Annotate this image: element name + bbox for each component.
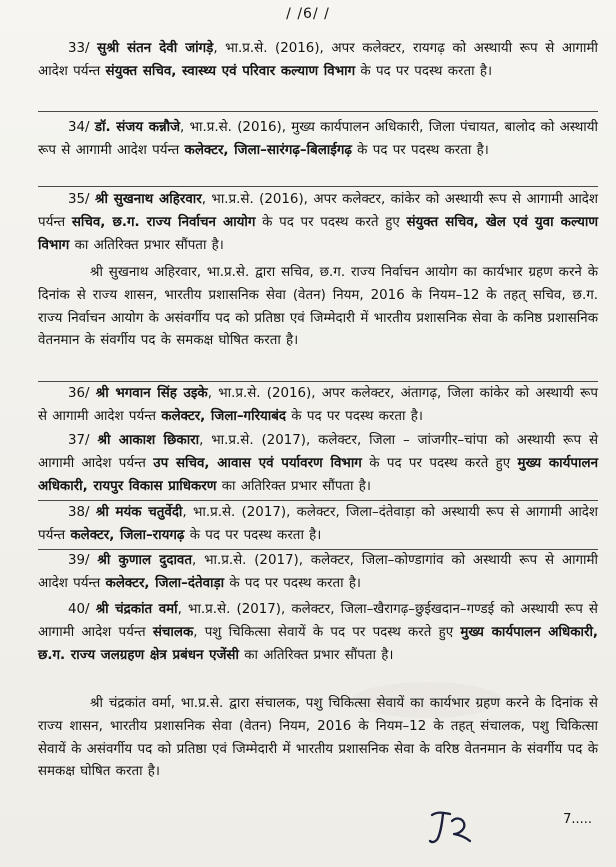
entry-text: , पशु चिकित्सा सेवायें के पद पर पदस्थ करते हुए (193, 624, 461, 640)
entry-36 (38, 383, 598, 429)
additional-charge: मुख्य कार्यपालन अधिकारी, छ.ग. राज्य जलग्रहण क्षेत्र प्रबंधन एजेंसी (38, 624, 599, 663)
posting-title: कलेक्टर, जिला–रायगढ़ (70, 527, 185, 543)
posting-title: सचिव, छ.ग. राज्य निर्वाचन आयोग (71, 214, 256, 230)
posting-title: कलेक्टर, जिला–सारंगढ़–बिलाईगढ़ (184, 142, 352, 158)
posting-title: संयुक्त सचिव, स्वास्थ्य एवं परिवार कल्याण विभाग (105, 63, 356, 79)
divider (38, 381, 598, 382)
entry-number: 40/ (68, 602, 90, 617)
officer-name: श्री चंद्रकांत वर्मा (95, 602, 178, 617)
entry-text: के पद पर पदस्थ करता है। (184, 527, 322, 543)
posting-title: कलेक्टर, जिला–दंतेवाड़ा (105, 575, 225, 591)
entry-35 (38, 189, 598, 257)
note-chandrakant: श्री चंद्रकांत वर्मा, भा.प्र.से. द्वारा संचालक, पशु चिकित्सा सेवायें का कार्यभार ग्रहण करने के दिनांक से राज्य शासन, भारतीय प्रशासनिक सेवा (वेतन) नियम, 2016 के नियम–12 के तहत् संचालक, पशु चिकित्सा सेवायें के असंवर्गीय पद को प्रतिष्ठा एवं जिम्मेदारी में भारतीय प्रशासनिक सेवा के वरिष्ठ वेतनमान के संवर्गीय पद के समकक्ष घोषित करता है। (38, 696, 598, 780)
entry-39 (38, 550, 598, 596)
entry-37 (38, 430, 598, 498)
entry-number: 39/ (68, 553, 90, 568)
additional-charge: मुख्य कार्यपालन अधिकारी, रायपुर विकास प्राधिकरण (38, 455, 598, 494)
officer-name: श्री आकाश छिकारा (97, 433, 200, 448)
officer-name: श्री मयंक चतुर्वेदी (95, 505, 183, 520)
note-sukhnath: श्री सुखनाथ अहिरवार, भा.प्र.से. द्वारा सचिव, छ.ग. राज्य निर्वाचन आयोग का कार्यभार ग्रहण करने के दिनांक से राज्य शासन, भारतीय प्रशासनिक सेवा (वेतन) नियम, 2016 के नियम–12 के तहत् सचिव, छ.ग. राज्य निर्वाचन आयोग के असंवर्गीय पद को प्रतिष्ठा एवं जिम्मेदारी में भारतीय प्रशासनिक सेवा के कनिष्ठ प्रशासनिक वेतनमान के संवर्गीय पद के समकक्ष घोषित करता है। (38, 265, 598, 349)
entry-text: के पद पर पदस्थ करता है। (286, 408, 423, 424)
entry-text: के पद पर पदस्थ करते हुए (255, 214, 407, 230)
entry-number: 33/ (68, 41, 90, 56)
posting-title: संचालक (152, 624, 194, 640)
entry-38 (38, 502, 598, 548)
entry-text: के पद पर पदस्थ करता है। (351, 142, 489, 158)
entry-40 (38, 599, 598, 667)
signature-mark (428, 805, 474, 847)
entry-text: , भा.प्र.से. (2017), कलेक्टर, जिला–कोण्डागांव को अस्थायी रूप से आगामी आदेश पर्यन्त (38, 553, 598, 591)
divider (38, 500, 598, 501)
entry-text: , भा.प्र.से. (2017), कलेक्टर, जिला–खैरागढ़–छुईखदान–गण्डई को अस्थायी रूप से आगामी आदेश पर्यन्त (38, 602, 598, 640)
entry-text: के पद पर पदस्थ करते हुए (361, 455, 518, 471)
entry-number: 35/ (68, 192, 90, 207)
entry-text: , भा.प्र.से. (2017), कलेक्टर, जिला–दंतेवाड़ा को अस्थायी रूप से आगामी आदेश पर्यन्त (38, 505, 598, 543)
entry-33 (38, 38, 598, 84)
entry-number: 34/ (68, 120, 90, 135)
entry-text: के पद पर पदस्थ करता है। (224, 575, 362, 591)
entry-number: 38/ (68, 505, 90, 520)
entry-text: , भा.प्र.से. (2016), अपर कलेक्टर, अंतागढ़, जिला कांकेर को अस्थायी रूप से आगामी आदेश पर्यन्त (38, 386, 598, 424)
next-page-marker: 7..... (563, 812, 592, 827)
divider (38, 186, 598, 187)
entry-text: का अतिरिक्त प्रभार सौंपता है। (238, 647, 394, 663)
entry-number: 36/ (68, 386, 90, 401)
page-number: / /6/ / (286, 6, 330, 22)
entry-text: के पद पर पदस्थ करता है। (355, 63, 493, 79)
divider (38, 111, 598, 112)
additional-charge: संयुक्त सचिव, खेल एवं युवा कल्याण विभाग (38, 214, 598, 253)
entry-text: , भा.प्र.से. (2016), अपर कलेक्टर, रायगढ़ को अस्थायी रूप से आगामी आदेश पर्यन्त (38, 41, 598, 79)
entry-text: , भा.प्र.से. (2016), अपर कलेक्टर, कांकेर को अस्थायी रूप से आगामी आदेश पर्यन्त (38, 192, 598, 230)
entry-text: , भा.प्र.से. (2016), मुख्य कार्यपालन अधिकारी, जिला पंचायत, बालोद को अस्थायी रूप से आगामी आदेश पर्यन्त (38, 120, 598, 158)
officer-name: सुश्री संतन देवी जांगड़े (97, 41, 214, 56)
entry-text: का अतिरिक्त प्रभार सौंपता है। (216, 478, 371, 494)
officer-name: श्री भगवान सिंह उइके (95, 386, 208, 401)
officer-name: श्री सुखनाथ अहिरवार (94, 192, 202, 207)
posting-title: उप सचिव, आवास एवं पर्यावरण विभाग (153, 455, 362, 471)
entry-34 (38, 117, 598, 163)
officer-name: श्री कुणाल दुदावत (97, 553, 193, 568)
entry-text: का अतिरिक्त प्रभार सौंपता है। (69, 237, 224, 253)
posting-title: कलेक्टर, जिला–गरियाबंद (161, 408, 287, 424)
officer-name: डॉ. संजय कन्नौजे (94, 120, 181, 135)
entry-number: 37/ (68, 433, 90, 448)
entry-text: , भा.प्र.से. (2017), कलेक्टर, जिला – जांजगीर–चांपा को अस्थायी रूप से आगामी आदेश पर्यन्त (38, 433, 598, 471)
